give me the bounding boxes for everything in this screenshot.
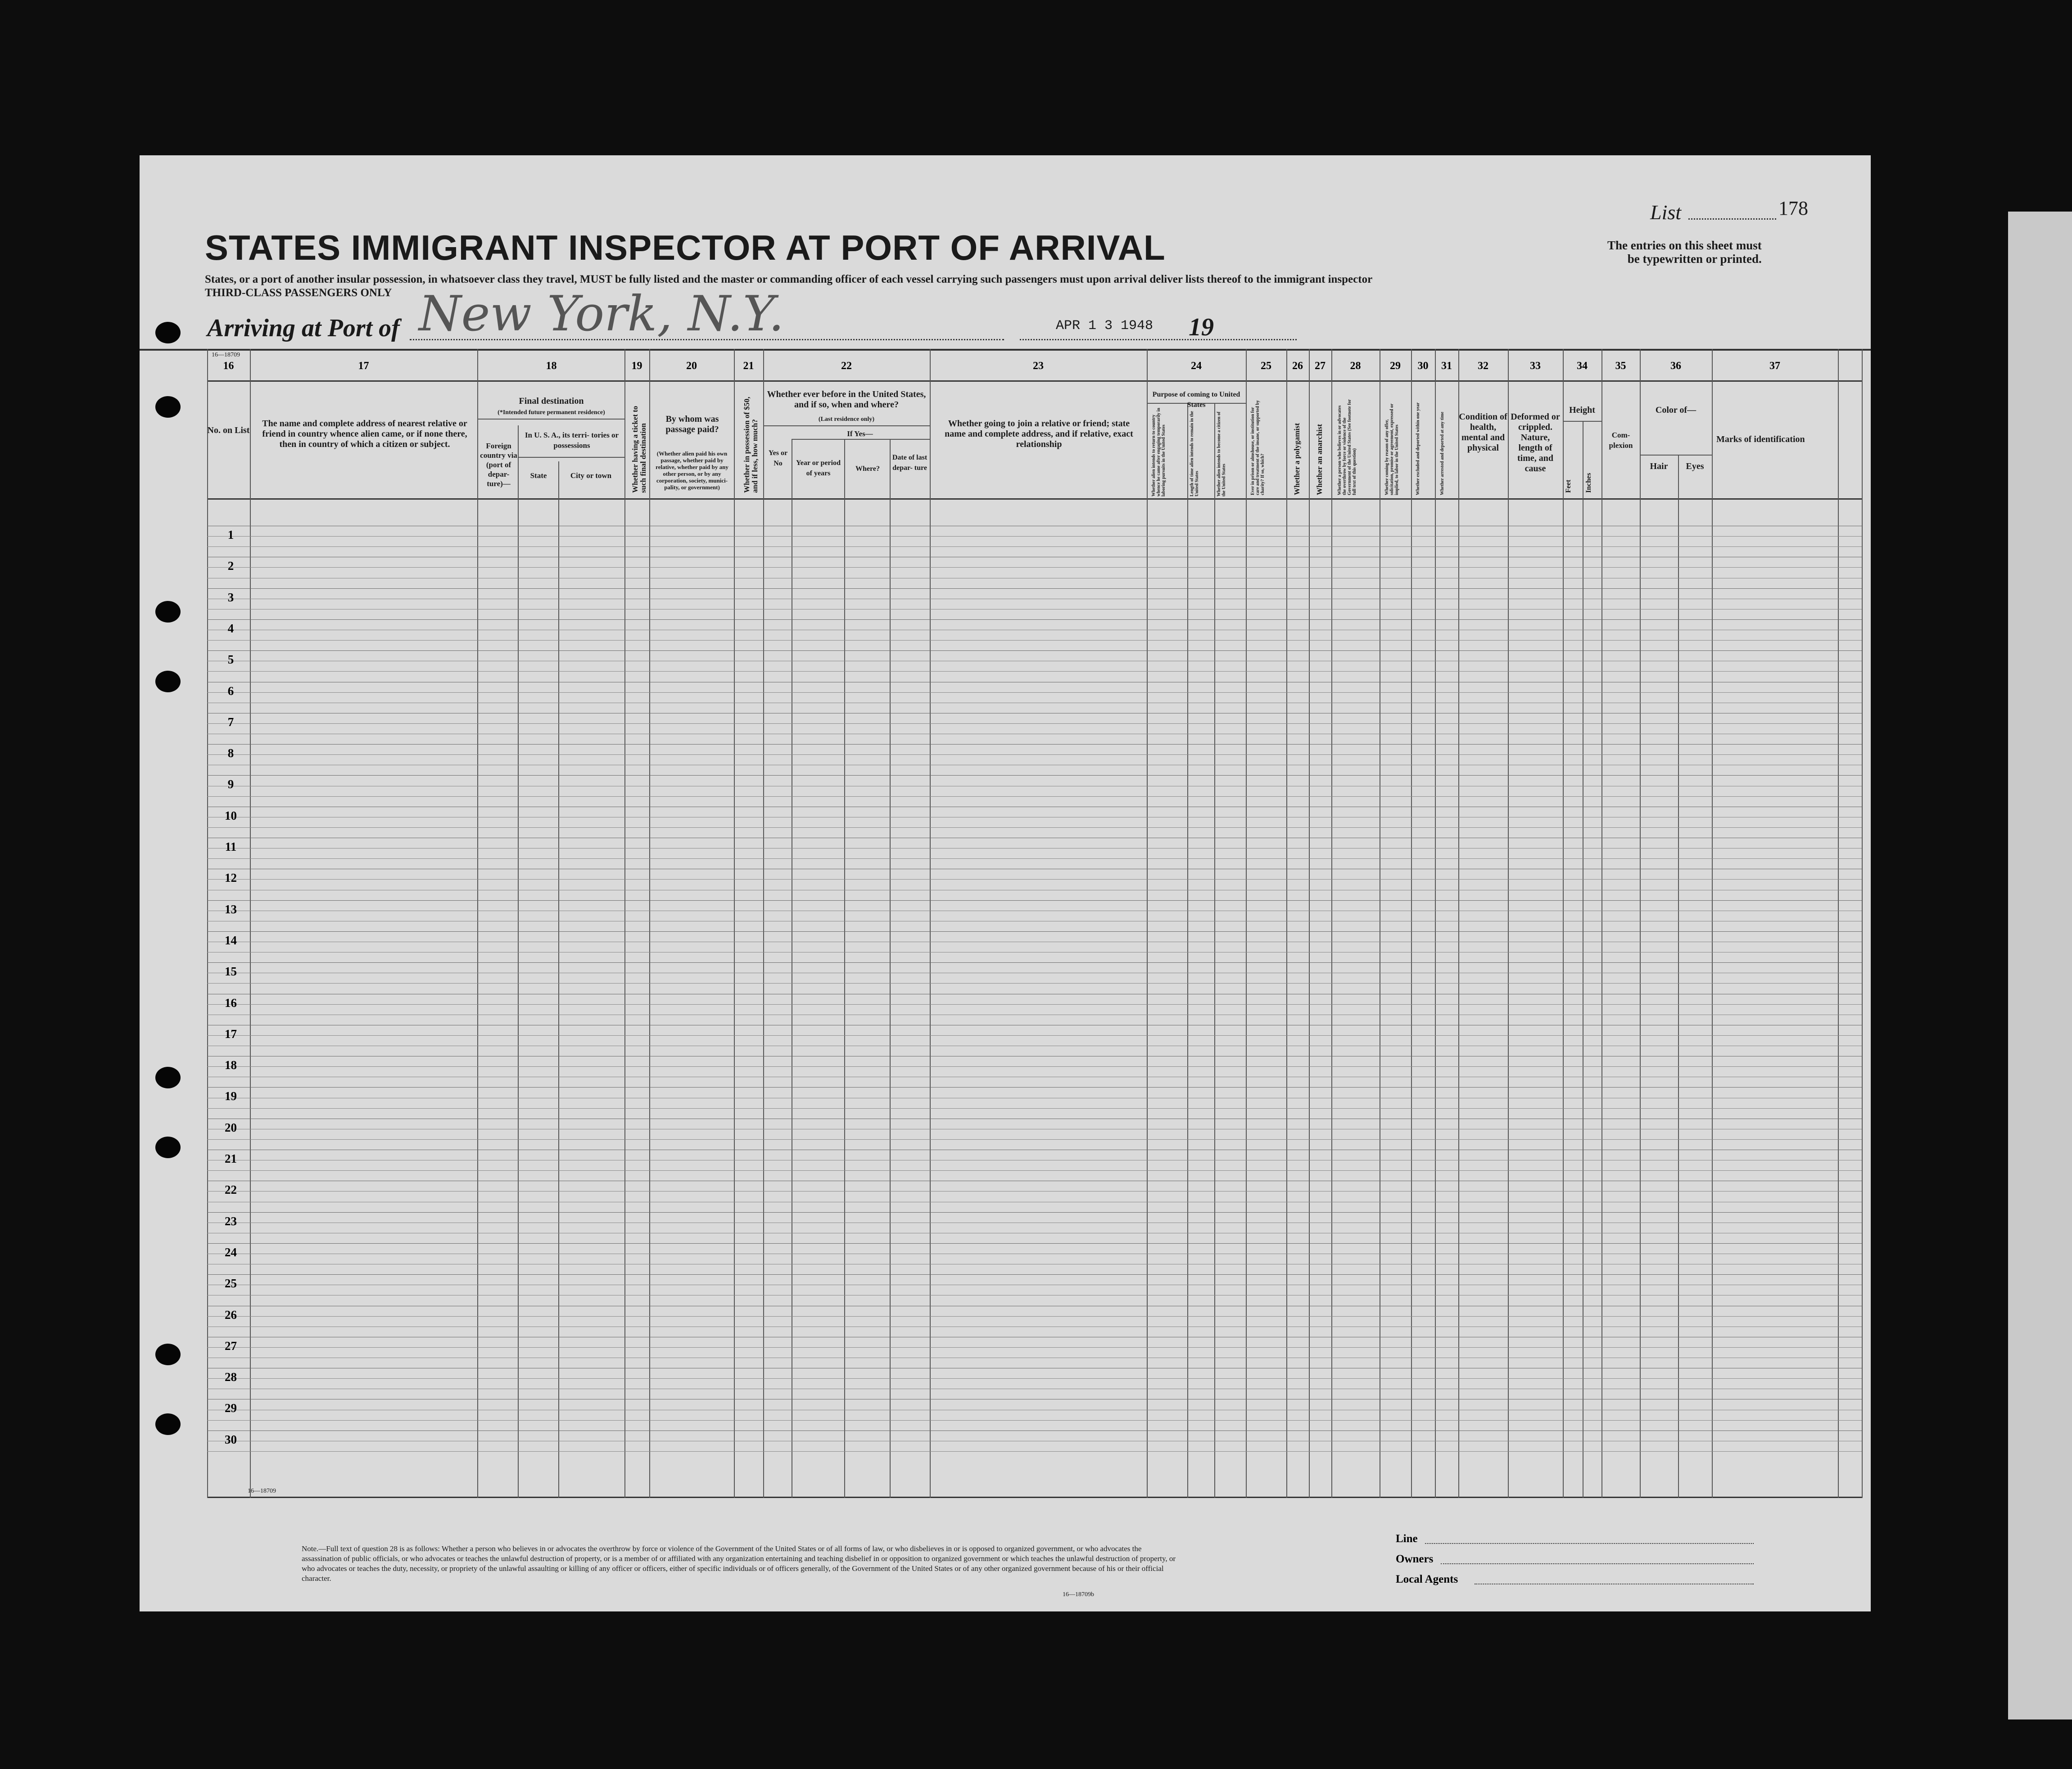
page-title: STATES IMMIGRANT INSPECTOR AT PORT OF ARRIVAL bbox=[205, 228, 1166, 267]
header-purpose-citizen: Whether alien intends to become a citizen of the United States bbox=[1217, 411, 1226, 496]
header-eyes: Eyes bbox=[1686, 461, 1704, 471]
row-number: 17 bbox=[225, 1027, 237, 1041]
row-number: 8 bbox=[227, 746, 234, 760]
owners-label: Owners bbox=[1396, 1553, 1434, 1565]
row-rule bbox=[207, 588, 1862, 589]
form-code-top: 16—18709 bbox=[212, 352, 240, 358]
header-yes-no: Yes or No bbox=[768, 449, 788, 467]
binder-hole bbox=[155, 1344, 181, 1365]
header-purpose-return: Whether alien intends to return to country whence he came after engaging temporarily in laboring pursuits in the United States bbox=[1151, 408, 1166, 496]
col-number-31: 31 bbox=[1441, 360, 1452, 372]
header-ever-before: Whether ever before in the United States, and if so, when and where? bbox=[767, 389, 926, 410]
header-marks: Marks of identification bbox=[1716, 434, 1805, 444]
list-number: 178 bbox=[1778, 197, 1808, 219]
header-last-residence: (Last residence only) bbox=[818, 416, 875, 423]
owners-field bbox=[1441, 1563, 1754, 1564]
col-number-19: 19 bbox=[631, 360, 642, 372]
row-rule bbox=[207, 754, 1862, 755]
header-anarchist: Whether an anarchist bbox=[1315, 424, 1324, 495]
row-number: 15 bbox=[225, 965, 237, 979]
subheader-line bbox=[1640, 455, 1712, 456]
row-number: 30 bbox=[225, 1432, 237, 1446]
row-rule bbox=[207, 858, 1862, 859]
subheader-line bbox=[1563, 421, 1602, 422]
row-number: 28 bbox=[225, 1370, 237, 1384]
row-number: 29 bbox=[225, 1401, 237, 1415]
adjacent-page-strip bbox=[2008, 212, 2072, 1719]
header-labor-offer: Whether coming by reason of any offer, solicitation, promise or agreement, expressed or implied, to labor in the United States bbox=[1384, 403, 1399, 495]
row-number: 14 bbox=[225, 933, 237, 947]
header-fifty-dollars: Whether in possession of $50, and if less, how much? bbox=[742, 397, 759, 493]
row-number: 9 bbox=[227, 777, 234, 791]
row-number: 11 bbox=[225, 840, 237, 853]
subheader-line bbox=[478, 419, 624, 420]
column-line bbox=[624, 349, 625, 1498]
header-overthrow: Whether a person who believes in or advocates the overthrow by force or violence of the Government of the United States (See footnote for full text of this question) bbox=[1337, 399, 1357, 495]
row-rule bbox=[207, 900, 1862, 901]
binder-hole bbox=[155, 396, 181, 418]
row-number: 25 bbox=[225, 1277, 237, 1291]
table-top-rule bbox=[140, 349, 1871, 351]
header-health: Condition of health, mental and physical bbox=[1459, 412, 1507, 453]
subcolumn-line bbox=[890, 439, 891, 1498]
column-line bbox=[1309, 349, 1310, 1498]
row-number: 3 bbox=[227, 590, 234, 604]
row-number: 12 bbox=[225, 871, 237, 885]
binder-hole bbox=[155, 601, 181, 623]
subcolumn-line bbox=[844, 439, 845, 1498]
row-number: 19 bbox=[225, 1089, 237, 1103]
row-rule bbox=[207, 1087, 1862, 1088]
table-bottom-rule bbox=[207, 1497, 1862, 1498]
row-number: 13 bbox=[225, 902, 237, 916]
row-number: 21 bbox=[225, 1152, 237, 1165]
header-if-yes: If Yes— bbox=[847, 429, 873, 438]
row-number: 27 bbox=[225, 1339, 237, 1353]
col-number-22: 22 bbox=[841, 360, 852, 372]
arriving-label: Arriving at Port of bbox=[207, 314, 400, 342]
col-number-29: 29 bbox=[1390, 360, 1401, 372]
column-line bbox=[1147, 349, 1148, 1498]
column-line bbox=[250, 349, 251, 1498]
column-line bbox=[1838, 349, 1839, 1498]
row-rule bbox=[207, 536, 1862, 537]
form-code-bottom-left: 16—18709 bbox=[248, 1488, 276, 1494]
column-line bbox=[649, 349, 650, 1498]
column-line bbox=[1411, 349, 1412, 1498]
row-rule bbox=[207, 1451, 1862, 1452]
header-city: City or town bbox=[570, 471, 612, 480]
subcolumn-line bbox=[558, 461, 559, 1498]
list-label: List bbox=[1650, 201, 1682, 224]
row-rule bbox=[207, 1316, 1862, 1317]
column-line bbox=[477, 349, 478, 1498]
header-polygamist: Whether a polygamist bbox=[1293, 423, 1301, 495]
header-final-destination-sub: (*Intended future permanent residence) bbox=[498, 409, 605, 416]
header-hair: Hair bbox=[1650, 461, 1668, 471]
class-line: THIRD-CLASS PASSENGERS ONLY bbox=[205, 287, 392, 299]
column-line bbox=[930, 349, 931, 1498]
header-no-on-list: No. on List bbox=[207, 425, 250, 435]
header-inches: Inches bbox=[1585, 473, 1592, 493]
col-number-23: 23 bbox=[1033, 360, 1044, 372]
row-number: 23 bbox=[225, 1214, 237, 1228]
column-line bbox=[1640, 349, 1641, 1498]
header-deformed: Deformed or crippled. Nature, length of time, and cause bbox=[1511, 412, 1560, 474]
row-rule bbox=[207, 1004, 1862, 1005]
entries-note-line-2: be typewritten or printed. bbox=[1627, 252, 1762, 266]
row-number: 26 bbox=[225, 1308, 237, 1322]
row-rule bbox=[207, 775, 1862, 776]
binder-hole bbox=[155, 1067, 181, 1088]
col-number-26: 26 bbox=[1292, 360, 1303, 372]
subheader-line bbox=[519, 457, 624, 458]
header-bottom-rule bbox=[207, 498, 1862, 500]
binder-hole bbox=[155, 322, 181, 343]
date-line bbox=[1020, 339, 1297, 340]
row-rule bbox=[207, 1035, 1862, 1036]
row-rule bbox=[207, 640, 1862, 641]
col-number-21: 21 bbox=[743, 360, 754, 372]
row-number: 18 bbox=[225, 1058, 237, 1072]
header-purpose-length: Length of time alien intends to remain in the United States bbox=[1190, 411, 1199, 496]
row-number: 16 bbox=[225, 996, 237, 1010]
list-number-line bbox=[1688, 218, 1776, 220]
header-color-of: Color of— bbox=[1655, 405, 1697, 415]
column-line bbox=[1435, 349, 1436, 1498]
row-number: 20 bbox=[225, 1120, 237, 1134]
header-date-departure: Date of last depar- ture bbox=[892, 454, 927, 472]
row-rule bbox=[207, 1243, 1862, 1244]
header-foreign-country: Foreign country via (port of depar- ture)— bbox=[480, 442, 517, 488]
col-number-37: 37 bbox=[1769, 360, 1780, 372]
subcolumn-line bbox=[1678, 455, 1679, 1498]
year-prefix: 19 bbox=[1189, 313, 1214, 341]
header-feet: Feet bbox=[1565, 479, 1572, 493]
binder-hole bbox=[155, 671, 181, 692]
header-purpose: Purpose of coming to United States bbox=[1152, 391, 1240, 409]
entries-note bbox=[1607, 239, 1762, 266]
row-rule bbox=[207, 827, 1862, 828]
header-in-usa: In U. S. A., its terri- tories or possessions bbox=[525, 431, 619, 450]
col-number-32: 32 bbox=[1478, 360, 1488, 372]
col-number-33: 33 bbox=[1530, 360, 1541, 372]
header-arrested: Whether arrested and deported at any time bbox=[1440, 411, 1445, 495]
row-rule bbox=[207, 671, 1862, 672]
row-rule bbox=[207, 1420, 1862, 1421]
subheader-line bbox=[792, 439, 930, 440]
column-line bbox=[1458, 349, 1459, 1498]
manifest-sheet bbox=[140, 155, 1871, 1611]
binder-hole bbox=[155, 1413, 181, 1435]
header-join-relative: Whether going to join a relative or friend; state name and complete address, and if relative, exact relationship bbox=[945, 419, 1133, 449]
row-rule bbox=[207, 1378, 1862, 1379]
col-number-17: 17 bbox=[358, 360, 369, 372]
header-passage-paid: By whom was passage paid? bbox=[665, 414, 719, 434]
col-number-35: 35 bbox=[1615, 360, 1626, 372]
row-number: 1 bbox=[227, 528, 234, 542]
header-height: Height bbox=[1569, 405, 1595, 415]
header-where: Where? bbox=[855, 465, 880, 473]
row-rule bbox=[207, 1139, 1862, 1140]
col-number-27: 27 bbox=[1315, 360, 1326, 372]
column-line bbox=[1712, 349, 1713, 1498]
row-rule bbox=[207, 650, 1862, 651]
entries-note-line-1: The entries on this sheet must bbox=[1607, 239, 1762, 252]
header-ticket: Whether having a ticket to such final destination bbox=[631, 406, 647, 493]
header-nearest-relative: The name and complete address of nearest relative or friend in country whence alien came, or if none there, then in country of which a citizen or subject. bbox=[262, 419, 467, 449]
line-label: Line bbox=[1396, 1533, 1418, 1545]
row-rule bbox=[207, 1066, 1862, 1067]
row-number: 6 bbox=[227, 684, 234, 698]
col-number-18: 18 bbox=[546, 360, 557, 372]
row-rule bbox=[207, 692, 1862, 693]
col-number-36: 36 bbox=[1670, 360, 1681, 372]
column-line bbox=[763, 349, 764, 1498]
row-rule bbox=[207, 546, 1862, 547]
row-rule bbox=[207, 1170, 1862, 1171]
row-rule bbox=[207, 1108, 1862, 1109]
column-line bbox=[1331, 349, 1332, 1498]
col-number-30: 30 bbox=[1417, 360, 1429, 372]
row-rule bbox=[207, 796, 1862, 797]
col-number-25: 25 bbox=[1261, 360, 1271, 372]
column-line bbox=[1246, 349, 1247, 1498]
column-line bbox=[1563, 349, 1564, 1498]
row-number: 2 bbox=[227, 559, 234, 573]
instruction-line: States, or a port of another insular possession, in whatsoever class they travel, MUST be fully listed and the master or commanding officer of each vessel carrying such passengers must upon arrival deliver lists thereof to the immigrant inspector bbox=[205, 273, 1373, 285]
column-line bbox=[1508, 349, 1509, 1498]
agents-label: Local Agents bbox=[1396, 1573, 1458, 1585]
row-rule bbox=[207, 962, 1862, 963]
col-number-24: 24 bbox=[1191, 360, 1202, 372]
row-rule bbox=[207, 744, 1862, 745]
row-rule bbox=[207, 931, 1862, 932]
header-year: Year or period of years bbox=[796, 459, 841, 477]
form-code-bottom-right: 16—18709b bbox=[1063, 1591, 1094, 1598]
header-complexion: Com- plexion bbox=[1609, 431, 1633, 450]
column-line bbox=[734, 349, 735, 1498]
column-line bbox=[1286, 349, 1287, 1498]
port-handwritten: New York, N.Y. bbox=[419, 286, 784, 342]
date-stamp: APR 1 3 1948 bbox=[1056, 318, 1154, 334]
header-passage-paid-sub: (Whether alien paid his own passage, whether paid by relative, whether paid by any other person, or by any corporation, society, munici- pality, or government) bbox=[656, 450, 728, 491]
col-number-20: 20 bbox=[686, 360, 697, 372]
row-number: 5 bbox=[227, 653, 234, 667]
header-state: State bbox=[530, 471, 547, 480]
binder-hole bbox=[155, 1137, 181, 1158]
row-number: 24 bbox=[225, 1245, 237, 1259]
row-rule bbox=[207, 619, 1862, 620]
row-rule bbox=[207, 567, 1862, 568]
col-number-34: 34 bbox=[1577, 360, 1588, 372]
row-number: 7 bbox=[227, 715, 234, 729]
header-final-destination: Final destination bbox=[519, 396, 584, 406]
row-rule bbox=[207, 1274, 1862, 1275]
column-line bbox=[1862, 349, 1863, 1498]
row-rule bbox=[207, 1212, 1862, 1213]
col-number-28: 28 bbox=[1350, 360, 1361, 372]
header-prison: Ever in prison or almshouse, or institution for care and treatment of the insane, or supported by charity? If so, which? bbox=[1250, 400, 1265, 495]
row-rule bbox=[207, 723, 1862, 724]
header-top-rule bbox=[207, 380, 1862, 382]
row-number: 4 bbox=[227, 621, 234, 635]
footnote: Note.—Full text of question 28 is as follows: Whether a person who believes in or advocates the overthrow by force or violence of the Government of the United States or of all forms of law, or who disbelieves in or is opposed to organized government, or who advocates the assassination of public officials, or who advocates or teaches the unlawful destruction of property, or is a member of or affiliated with any organization entertaining and teaching disbelief in or opposition to organized government or which teaches the unlawful destruction of property, or who advocates or teaches the duty, necessity, or propriety of the unlawful assaulting or killing of any officer or officers, either of specific individuals or of officers generally, of the Government of the United States or of any other organized government because of his or their official character. bbox=[302, 1544, 1176, 1583]
row-rule bbox=[207, 983, 1862, 984]
line-field bbox=[1425, 1543, 1754, 1544]
row-rule bbox=[207, 1347, 1862, 1348]
column-line bbox=[207, 349, 208, 1498]
row-rule bbox=[207, 879, 1862, 880]
row-number: 22 bbox=[225, 1183, 237, 1197]
header-excluded: Whether excluded and deported within one year bbox=[1416, 402, 1421, 495]
col-number-16: 16 bbox=[223, 360, 234, 372]
row-number: 10 bbox=[225, 808, 237, 822]
subheader-line bbox=[763, 425, 930, 426]
